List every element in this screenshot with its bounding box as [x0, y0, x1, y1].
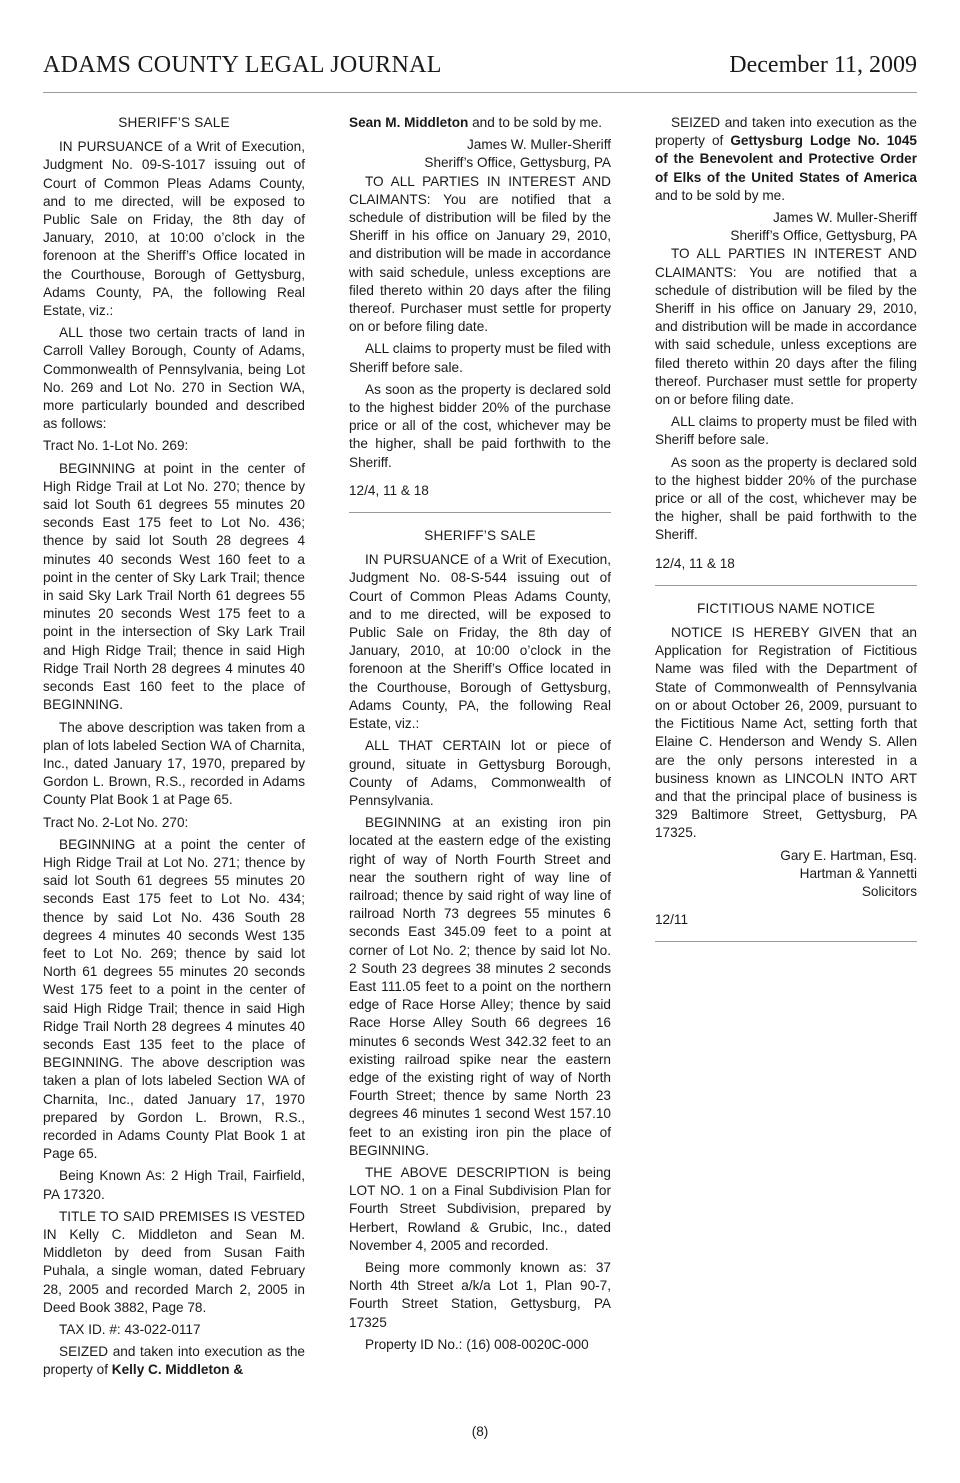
issue-date: December 11, 2009 [729, 52, 917, 78]
owner-name: Kelly C. Middleton & [111, 1362, 244, 1378]
property-id: Property ID No.: (16) 008-0020C-000 [365, 1336, 589, 1352]
paragraph: ALL claims to property must be filed with Sheriff before sale. [655, 414, 917, 448]
text-run: SEIZED and taken into execution as the property of [655, 115, 917, 149]
paragraph [655, 114, 917, 205]
paragraph: The above description was taken from a plan of lots labeled Section WA of Charnita, Inc., dated January 17, 1970, prepared by Gordon L. Brown, R.S., recorded in Adams County Plat Book 1 at Page 65. [43, 719, 305, 808]
tract-label: Tract No. 1-Lot No. 269: [43, 438, 189, 454]
divider [655, 941, 917, 942]
fictitious-name-heading: FICTITIOUS NAME NOTICE [696, 600, 876, 616]
paragraph: As soon as the property is declared sold to the highest bidder 20% of the purchase price or all of the cost, whichever may be the higher, shall be paid forthwith to the Sheriff. [349, 381, 611, 470]
journal-title: ADAMS COUNTY LEGAL JOURNAL [43, 52, 442, 78]
paragraph: TO ALL PARTIES IN INTEREST AND CLAIMANTS: You are notified that a schedule of distribution will be filed by the Sheriff in his office on January 29, 2010, and distribution will be made in accordance with said schedule, unless exceptions are filed thereto within 20 days after the filing thereof. Purchaser must settle for property on or before filing date. [349, 173, 611, 335]
sheriff-sale-heading: SHERIFF’S SALE [118, 115, 230, 130]
signature-line: Hartman & Yannetti [799, 865, 917, 881]
signature-line: James W. Muller-Sheriff [772, 210, 917, 226]
paragraph: As soon as the property is declared sold to the highest bidder 20% of the purchase price or all of the cost, whichever may be the higher, shall be paid forthwith to the Sheriff. [655, 454, 917, 543]
signature-line: Solicitors [861, 883, 917, 899]
sheriff-sale-heading: SHERIFF’S SALE [424, 528, 536, 544]
tax-id: TAX ID. #: 43-022-0117 [59, 1322, 201, 1337]
owner-name: Gettysburg Lodge No. 1045 of the Benevolent and Protective Order of Elks of the United States of America [655, 133, 917, 185]
text-run: and to be sold by me. [655, 187, 785, 203]
column-3 [655, 114, 917, 956]
signature-line: Gary E. Hartman, Esq. [780, 847, 917, 863]
signature-line: Sheriff’s Office, Gettysburg, PA [424, 155, 611, 171]
column-2 [349, 114, 611, 1358]
paragraph: IN PURSUANCE of a Writ of Execution, Judgment No. 09-S-1017 issuing out of Court of Common Pleas Adams County, and to me directed, will be exposed to Public Sale on Friday, the 8th day of January, 2010, at 10:00 o’clock in the forenoon at the Sheriff’s Office located in the Courthouse, Borough of Gettysburg, Adams County, PA, the following Real Estate, viz.: [43, 139, 305, 319]
paragraph: TO ALL PARTIES IN INTEREST AND CLAIMANTS: You are notified that a schedule of distribution will be filed by the Sheriff in his office on January 29, 2010, and distribution will be made in accordance with said schedule, unless exceptions are filed thereto within 20 days after the filing thereof. Purchaser must settle for property on or before filing date. [655, 246, 917, 408]
paragraph: BEGINNING at an existing iron pin located at the eastern edge of the existing right of way of North Fourth Street and near the southern right of way line of railroad; thence by said right of way line of railroad North 73 degrees 55 minutes 6 seconds East 345.09 feet to a point at corner of Lot No. 2; thence by said lot No. 2 South 23 degrees 38 minutes 2 seconds East 111.05 feet to a point on the northern edge of Race Horse Alley; thence by said Race Horse Alley South 66 degrees 16 minutes 6 seconds West 342.32 feet to an existing railroad spike near the eastern edge of the existing right of way of North Fourth Street; thence by same North 23 degrees 46 minutes 1 second West 157.10 feet to an existing iron pin the place of BEGINNING. [349, 815, 611, 1158]
paragraph: ALL those two certain tracts of land in Carroll Valley Borough, County of Adams, Commonwealth of Pennsylvania, being Lot No. 269 and Lot No. 270 in Section WA, more particularly bounded and described as follows: [43, 325, 305, 432]
signature-line: Sheriff’s Office, Gettysburg, PA [730, 228, 917, 244]
column-1 [43, 114, 305, 1384]
publication-dates: 12/4, 11 & 18 [655, 555, 735, 571]
masthead [43, 52, 917, 93]
paragraph: ALL THAT CERTAIN lot or piece of ground, situate in Gettysburg Borough, County of Adams, Commonwealth of Pennsylvania. [349, 738, 611, 808]
text-run: SEIZED and taken into execution as the property of [43, 1344, 305, 1378]
signature-line: James W. Muller-Sheriff [466, 137, 611, 153]
paragraph [43, 1343, 305, 1379]
publication-dates: 12/11 [655, 912, 689, 928]
paragraph: Being Known As: 2 High Trail, Fairfield, PA 17320. [43, 1168, 305, 1202]
owner-name: Sean M. Middleton [349, 115, 469, 130]
paragraph: BEGINNING at point in the center of High Ridge Trail at Lot No. 270; thence by said lot South 61 degrees 55 minutes 20 seconds East 175 feet to Lot No. 436; thence by said lot South 28 degrees 4 minutes 40 seconds West 160 feet to a point in the center of Sky Lark Trail; thence in said Sky Lark Trail North 61 degrees 55 minutes 20 seconds West 175 feet to a point in the intersection of Sky Lark Trail and High Ridge Trail; thence in said High Ridge Trail North 28 degrees 4 minutes 40 seconds East 160 feet to the place of BEGINNING. [43, 460, 305, 713]
page-number: (8) [471, 1424, 489, 1439]
divider [349, 512, 611, 513]
text-run: and to be sold by me. [468, 115, 603, 130]
paragraph: Being more commonly known as: 37 North 4th Street a/k/a Lot 1, Plan 90-7, Fourth Street Station, Gettysburg, PA 17325 [349, 1259, 611, 1330]
paragraph [349, 114, 611, 132]
paragraph: BEGINNING at a point the center of High Ridge Trail at Lot No. 271; thence by said lot South 61 degrees 55 minutes 20 seconds East 175 feet to Lot No. 434; thence by said Lot No. 436 South 28 degrees 4 minutes 40 seconds West 135 feet to Lot No. 269; thence by said lot North 61 degrees 55 minutes 20 seconds West 175 feet to a point in the center of said High Ridge Trail; thence in said High Ridge Trail North 28 degrees 4 minutes 40 seconds East 135 feet to the place of BEGINNING. The above description was taken a plan of lots labeled Section WA of Charnita, Inc., dated January 17, 1970 prepared by Gordon L. Brown, R.S., recorded in Adams County Plat Book 1 at Page 65. [43, 836, 305, 1162]
publication-dates: 12/4, 11 & 18 [349, 482, 429, 498]
paragraph: THE ABOVE DESCRIPTION is being LOT NO. 1 on a Final Subdivision Plan for Fourth Street Subdivision, prepared by Herbert, Rowland & Grubic, Inc., dated November 4, 2005 and recorded. [349, 1164, 611, 1253]
divider [655, 585, 917, 586]
paragraph: IN PURSUANCE of a Writ of Execution, Judgment No. 08-S-544 issuing out of Court of Common Pleas Adams County, and to me directed, will be exposed to Public Sale on Friday, the 8th day of January, 2010, at 10:00 o’clock in the forenoon at the Sheriff’s Office located in the Courthouse, Borough of Gettysburg, Adams County, PA, the following Real Estate, viz.: [349, 552, 611, 732]
paragraph: ALL claims to property must be filed with Sheriff before sale. [349, 341, 611, 375]
tract-label: Tract No. 2-Lot No. 270: [43, 814, 189, 830]
paragraph: NOTICE IS HEREBY GIVEN that an Application for Registration of Fictitious Name was filed with the Department of State of Commonwealth of Pennsylvania on or about October 26, 2009, pursuant to the Fictitious Name Act, setting forth that Elaine C. Henderson and Wendy S. Allen are the only persons interested in a business known as LINCOLN INTO ART and that the principal place of business is 329 Baltimore Street, Gettysburg, PA 17325. [655, 625, 917, 841]
paragraph: TITLE TO SAID PREMISES IS VESTED IN Kelly C. Middleton and Sean M. Middleton by deed from Susan Faith Puhala, a single woman, dated February 28, 2005 and recorded March 2, 2005 in Deed Book 3882, Page 78. [43, 1208, 305, 1315]
